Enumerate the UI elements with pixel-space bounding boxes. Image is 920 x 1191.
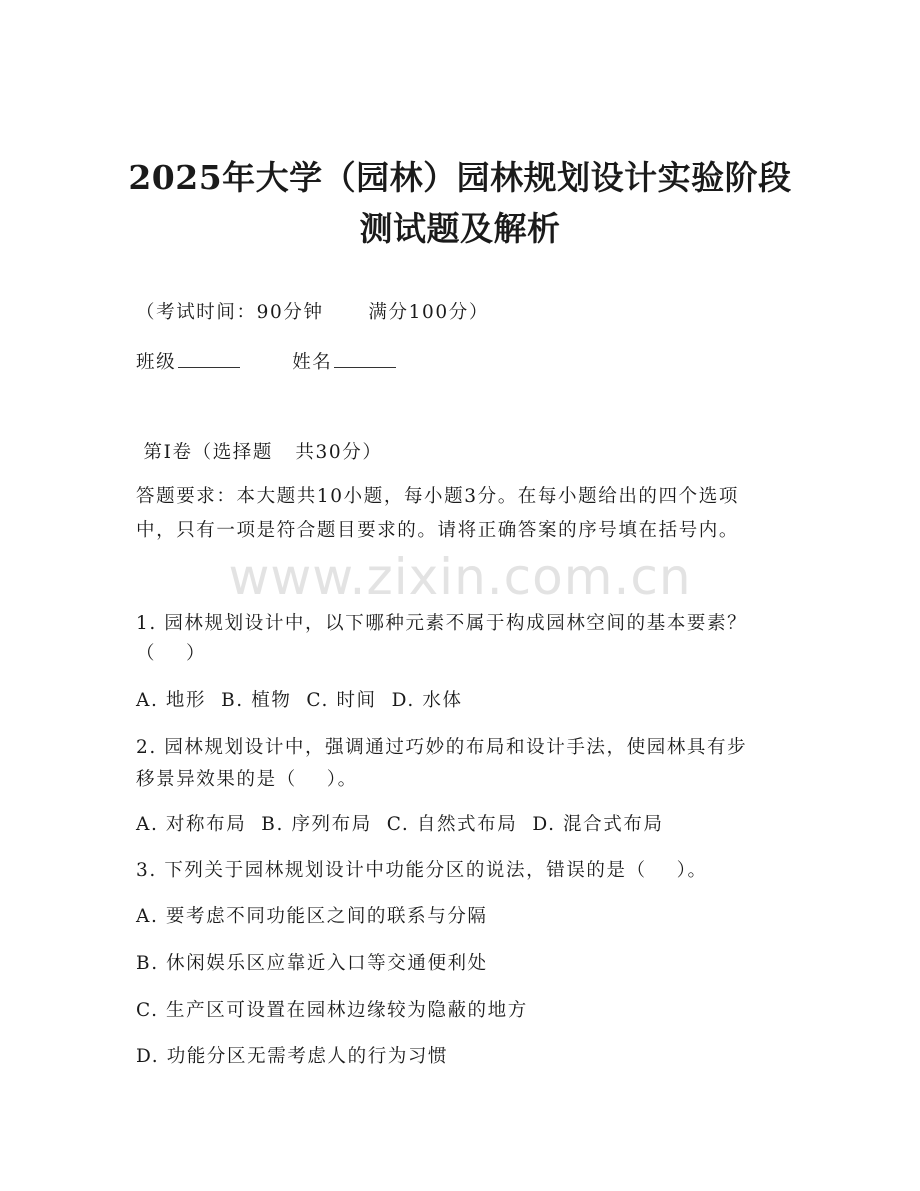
watermark: www.zixin.com.cn xyxy=(228,548,692,606)
question-1-stem-line-1: 1. 园林规划设计中，以下哪种元素不属于构成园林空间的基本要素？ xyxy=(136,613,748,634)
exam-info: （考试时间：90分钟 满分100分） xyxy=(136,302,489,323)
instructions-line-2: 中，只有一项是符合题目要求的。请将正确答案的序号填在括号内。 xyxy=(136,520,740,541)
student-info-row xyxy=(136,347,796,378)
class-label: 班级 xyxy=(136,352,177,373)
question-2-options: A. 对称布局 B. 序列布局 C. 自然式布局 D. 混合式布局 xyxy=(136,814,664,835)
question-2-stem-line-1: 2. 园林规划设计中，强调通过巧妙的布局和设计手法，使园林具有步 xyxy=(136,737,748,758)
question-3-option-b: B. 休闲娱乐区应靠近入口等交通便利处 xyxy=(136,953,488,974)
class-blank xyxy=(178,347,240,368)
name-blank xyxy=(334,347,396,368)
question-3-option-a: A. 要考虑不同功能区之间的联系与分隔 xyxy=(136,906,488,927)
name-label: 姓名 xyxy=(292,352,333,373)
question-3-option-c: C. 生产区可设置在园林边缘较为隐蔽的地方 xyxy=(136,1000,528,1021)
question-3-stem: 3. 下列关于园林规划设计中功能分区的说法，错误的是（ ）。 xyxy=(136,860,708,881)
question-1-stem-line-2: （ ） xyxy=(136,643,207,664)
instructions-line-1: 答题要求：本大题共10小题，每小题3分。在每小题给出的四个选项 xyxy=(136,486,739,507)
document-title-line-1: 2025年大学（园林）园林规划设计实验阶段 xyxy=(128,158,792,197)
section-title: 第Ⅰ卷（选择题 共30分） xyxy=(136,442,383,463)
question-1-options: A. 地形 B. 植物 C. 时间 D. 水体 xyxy=(136,690,463,711)
question-2-stem-line-2: 移景异效果的是（ ）。 xyxy=(136,769,358,790)
question-3-option-d: D. 功能分区无需考虑人的行为习惯 xyxy=(136,1046,449,1067)
document-title-line-2: 测试题及解析 xyxy=(359,209,561,248)
